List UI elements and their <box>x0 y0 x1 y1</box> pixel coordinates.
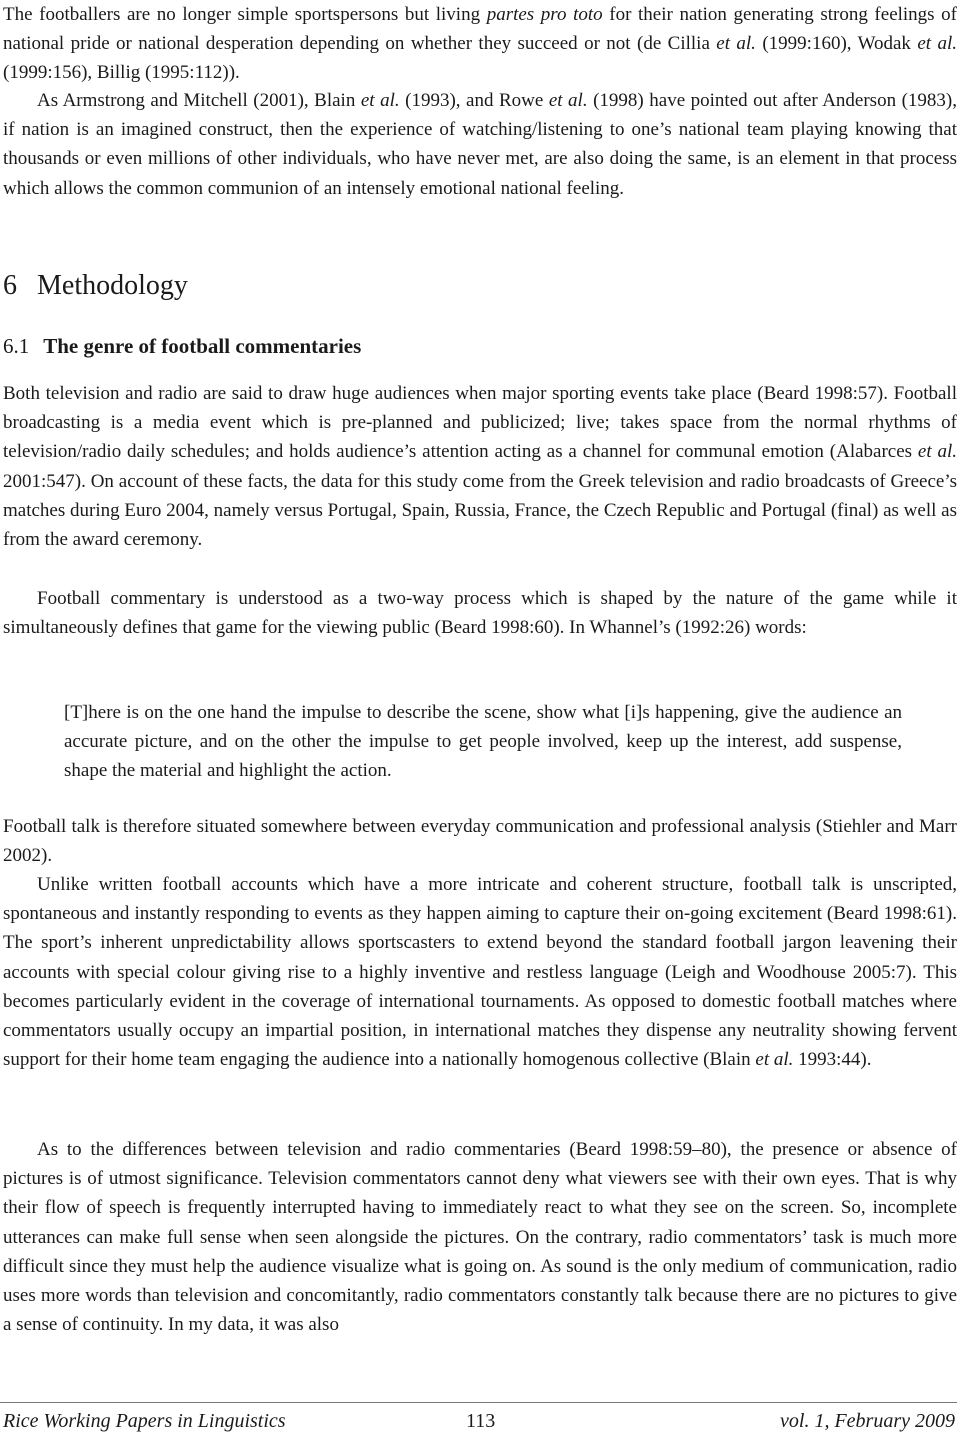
section-heading-methodology <box>3 270 188 302</box>
paragraph-intro: The footballers are no longer simple sportspersons but living partes pro toto for their nation generating strong feelings of national pride or national desperation depending on whether they succeed or not (de Cillia et al. (1999:160), Wodak et al. (1999:156), Billig (1995:112)). <box>3 4 958 84</box>
footer-journal-title: Rice Working Papers in Linguistics <box>3 1410 286 1432</box>
footer-page-number: 113 <box>466 1410 496 1432</box>
subsection-title: The genre of football commentaries <box>43 334 362 358</box>
paragraph-tv-radio-differences: As to the differences between television and radio commentaries (Beard 1998:59–80), the presence or absence of pictures is of utmost significance. Television commentators cannot deny what viewers see with their own eyes. That is why their flow of speech is frequently interrupted having to immediately react to what they see on the screen. So, incomplete utterances can make full sense when seen alongside the pictures. On the contrary, radio commentators’ task is much more difficult since they must help the audience visualize what is going on. As sound is the only medium of communication, radio uses more words than television and concomitantly, radio commentators constantly talk because there are no pictures to give a sense of continuity. In my data, it was also <box>3 1139 957 1336</box>
block-quote-whannel: [T]here is on the one hand the impulse to describe the scene, show what [i]s happening, give the audience an accurate picture, and on the other the impulse to get people involved, keep up the interest, add suspense, shape the material and highlight the action. <box>64 702 902 782</box>
section-title: Methodology <box>37 270 188 301</box>
paragraph-football-talk: Football talk is therefore situated somewhere between everyday communication and professional analysis (Stiehler and Marr 2002). <box>3 816 957 867</box>
footer-divider <box>0 1402 957 1403</box>
subsection-number: 6.1 <box>3 334 30 358</box>
subsection-heading-genre <box>3 334 361 359</box>
paragraph-unscripted-talk: Unlike written football accounts which have a more intricate and coherent structure, football talk is unscripted, spontaneous and instantly responding to events as they happen aiming to capture their on-going excitement (Beard 1998:61). The sport’s inherent unpredictability allows sportscasters to extend beyond the standard football jargon leavening their accounts with special colour giving rise to a highly inventive and restless language (Leigh and Woodhouse 2005:7). This becomes particularly evident in the coverage of international tournaments. As opposed to domestic football matches where commentators usually occupy an impartial position, in international matches they dispense any neutrality showing fervent support for their home team engaging the audience into a nationally homogenous collective (Blain et al. 1993:44). <box>3 874 957 1071</box>
paragraph-commentary-process: Football commentary is understood as a two-way process which is shaped by the nature of the game while it simultaneously defines that game for the viewing public (Beard 1998:60). In Whannel’s (1992:26) words: <box>3 588 957 639</box>
footer-volume: vol. 1, February 2009 <box>780 1410 955 1432</box>
paragraph-armstrong: As Armstrong and Mitchell (2001), Blain et al. (1993), and Rowe et al. (1998) have pointed out after Anderson (1983), if nation is an imagined construct, then the experience of watching/listening to one’s national team playing knowing that thousands or even millions of other individuals, who have never met, are also doing the same, is an element in that process which allows the common communion of an intensely emotional national feeling. <box>3 90 957 199</box>
paragraph-broadcast-audiences: Both television and radio are said to draw huge audiences when major sporting events take place (Beard 1998:57). Football broadcasting is a media event which is pre-planned and publicized; live; takes space from the normal rhythms of television/radio daily schedules; and holds audience’s attention acting as a channel for communal emotion (Alabarces et al. 2001:547). On account of these facts, the data for this study come from the Greek television and radio broadcasts of Greece’s matches during Euro 2004, namely versus Portugal, Spain, Russia, France, the Czech Republic and Portugal (final) as well as from the award ceremony. <box>3 383 957 551</box>
section-number: 6 <box>3 270 17 301</box>
